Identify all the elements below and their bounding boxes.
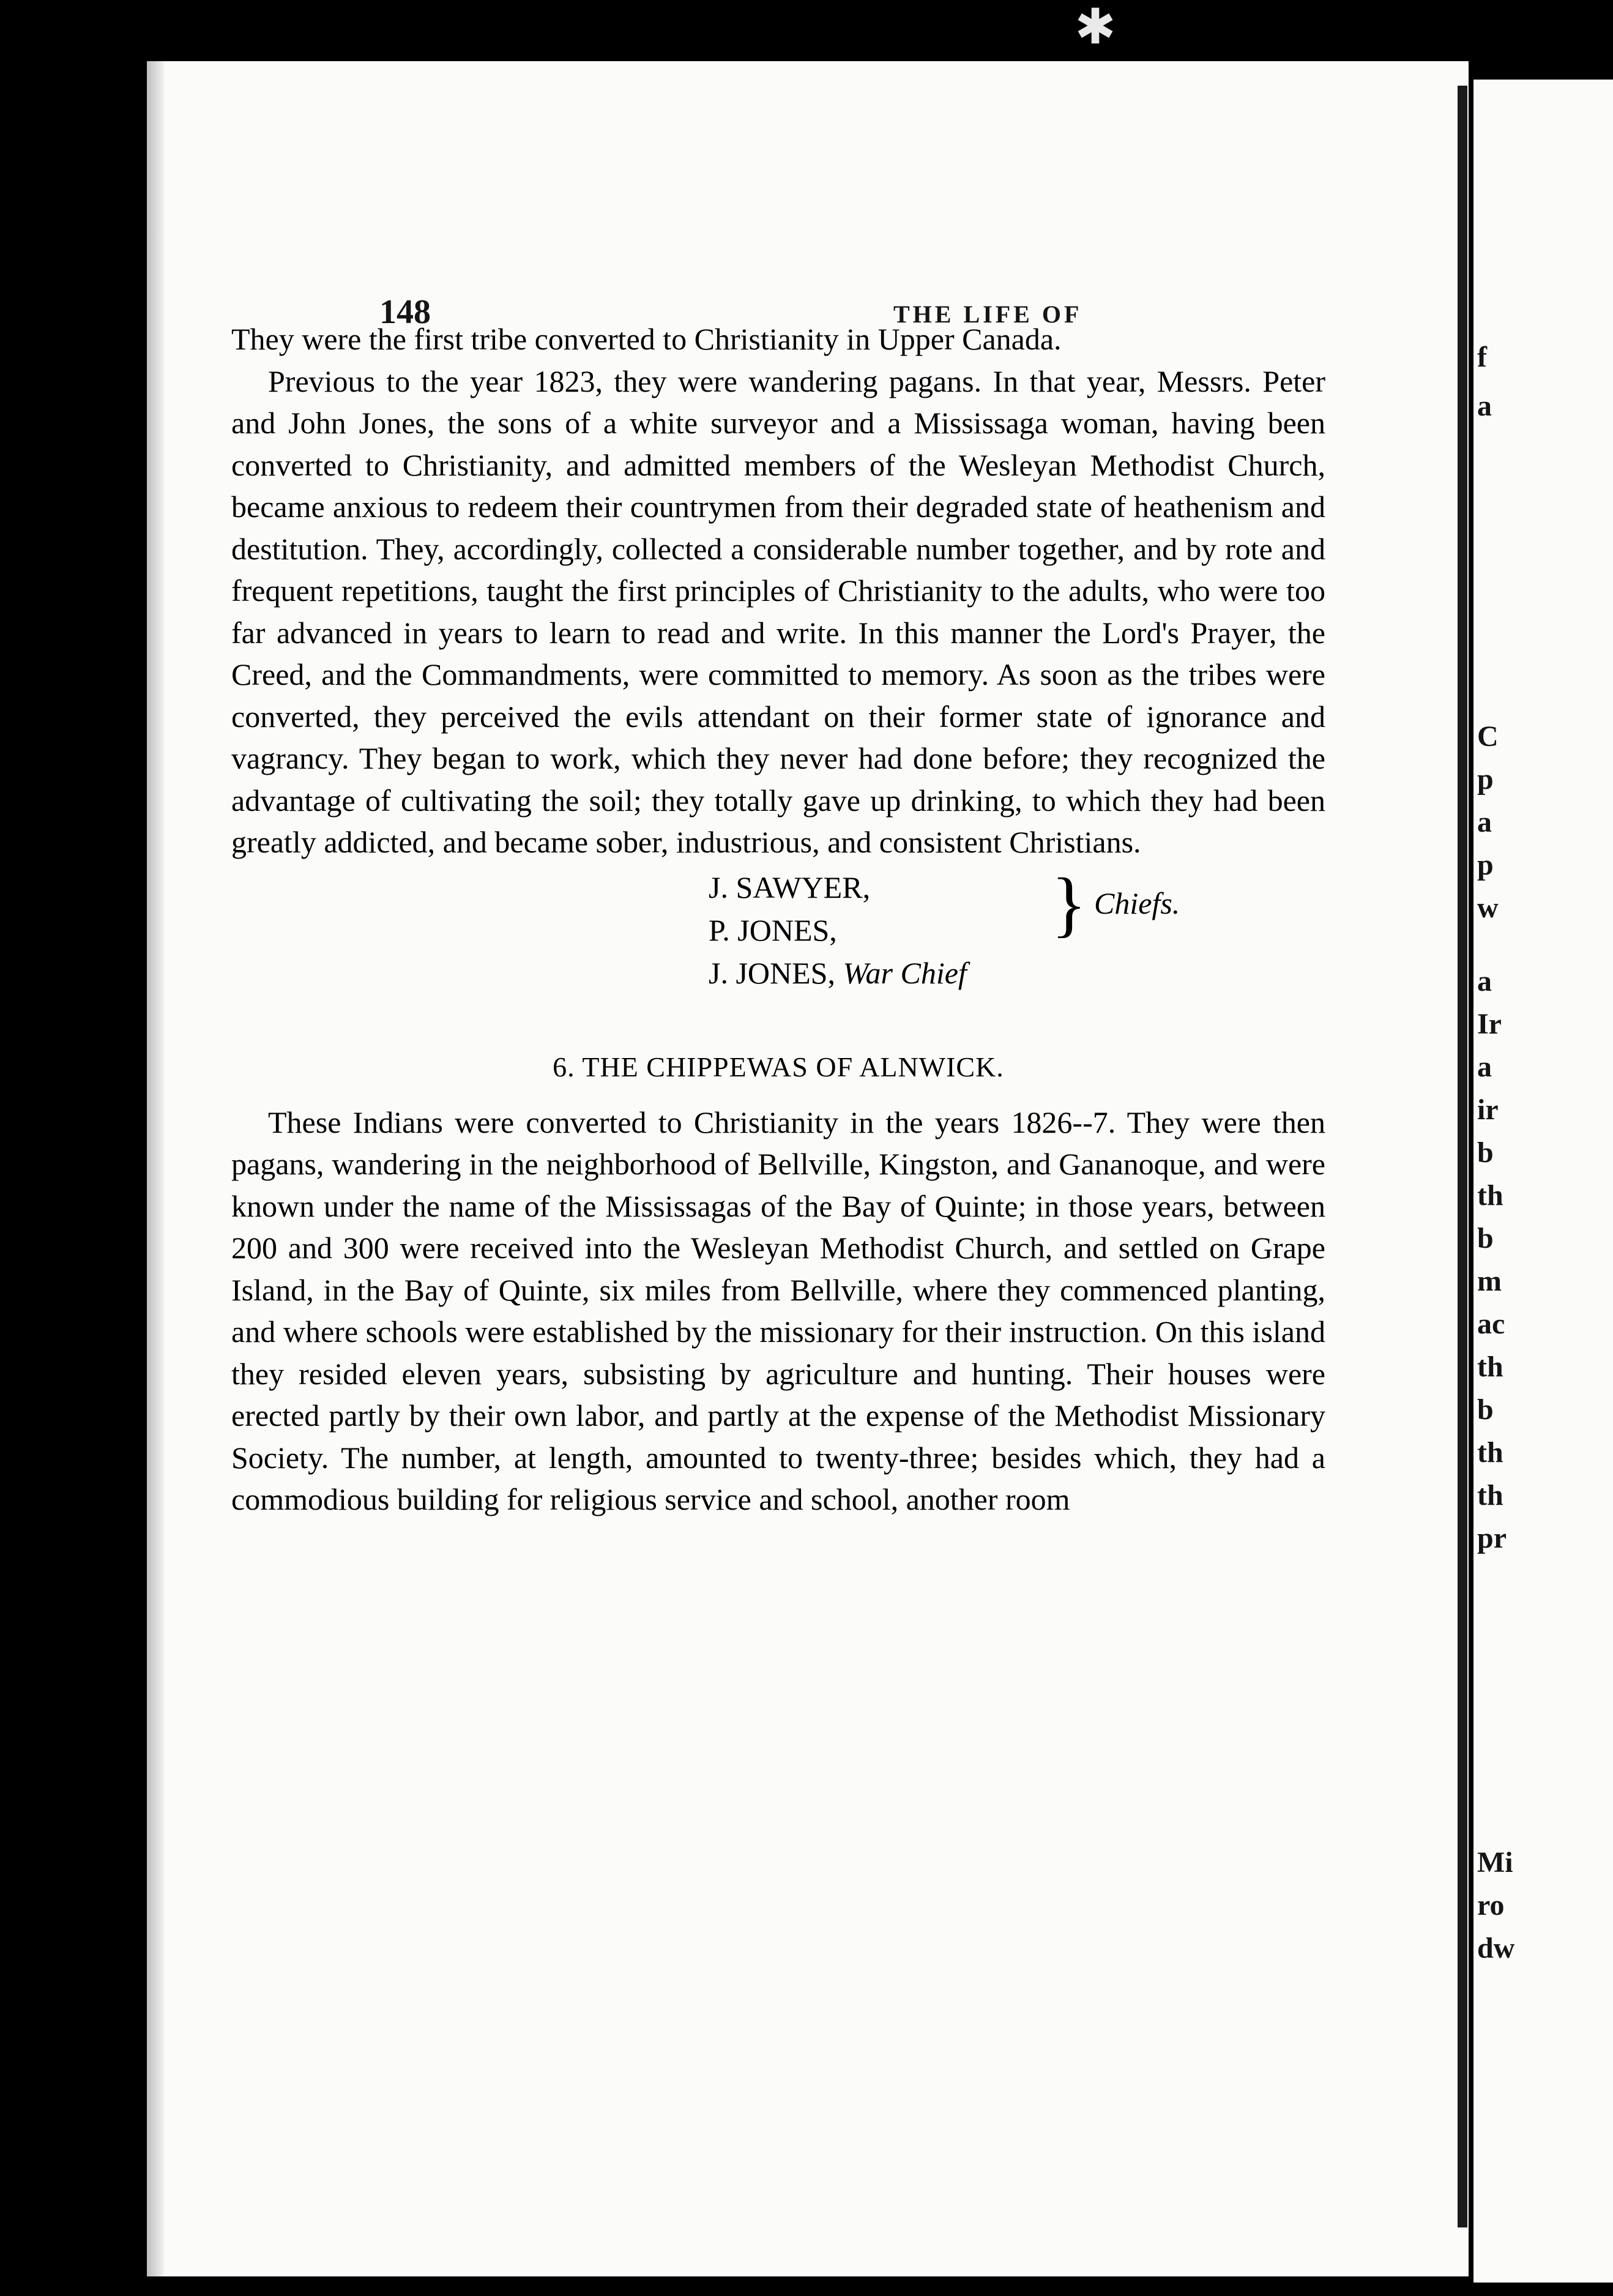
page-number: 148 xyxy=(379,293,431,331)
next-page-fragment: a xyxy=(1477,965,1492,997)
next-page-edge xyxy=(1473,80,1613,2283)
paragraph-history: Previous to the year 1823, they were wandering pagans. In that year, Messrs. Peter and John Jones, the sons of a white surveyor and a Mississaga woman, having been converted to Christianity, and admitted members of the Wesleyan Methodist Church, became anxious to redeem their countrymen from their degraded state of heathenism and destitution. They, accordingly, collected a considerable number together, and by rote and frequent repetitions, taught the first principles of Christianity to the adults, who were too far advanced in years to learn to read and write. In this manner the Lord's Prayer, the Creed, and the Commandments, were committed to memory. As soon as the tribes were converted, they perceived the evils attendant on their former state of ignorance and vagrancy. They began to work, which they never had done before; they recognized the advantage of cultivating the soil; they totally gave up drinking, to which they had been greatly addicted, and became sober, industrious, and consistent Christians. xyxy=(231,363,1325,859)
next-page-fragment: ac xyxy=(1477,1308,1505,1340)
next-page-fragment: w xyxy=(1477,892,1499,924)
signature-names xyxy=(709,866,967,994)
next-page-fragment: C xyxy=(1477,720,1499,753)
paper-scrap: ✱ xyxy=(1075,1,1116,54)
next-page-fragment: p xyxy=(1477,763,1494,796)
war-chief-role: War Chief xyxy=(843,955,967,990)
signature-p-jones: P. JONES, xyxy=(709,912,837,947)
signature-sawyer: J. SAWYER, xyxy=(709,870,871,904)
next-page-fragment: Mi xyxy=(1477,1846,1513,1879)
book-gutter xyxy=(1458,86,1467,2227)
signature-block xyxy=(231,863,1325,1016)
next-page-fragment: b xyxy=(1477,1393,1494,1426)
next-page-fragment: b xyxy=(1477,1222,1494,1254)
next-page-fragment: th xyxy=(1477,1351,1503,1383)
next-page-fragment: a xyxy=(1477,806,1492,838)
brace-glyph: } xyxy=(1051,862,1087,944)
paragraph-alnwick: These Indians were converted to Christianity in the years 1826--7. They were then pagans, wandering in the neighborhood of Bellville, Kingston, and Gananoque, and were known under the name of the Mississagas of the Bay of Quinte; in those years, between 200 and 300 were received into the Wesleyan Methodist Church, and settled on Grape Island, in the Bay of Quinte, six miles from Bellville, where they commenced planting, and where schools were established by the missionary for their instruction. On this island they resided eleven years, subsisting by agriculture and hunting. Their houses were erected partly by their own labor, and partly at the expense of the Methodist Missionary Society. The number, at length, amounted to twenty-three; besides which, they had a commodious building for religious service and school, another room xyxy=(231,1105,1325,1516)
next-page-fragment: b xyxy=(1477,1136,1494,1169)
next-page-fragment: p xyxy=(1477,849,1494,881)
next-page-fragment: Ir xyxy=(1477,1008,1502,1040)
next-page-fragment: ir xyxy=(1477,1094,1499,1126)
running-head: THE LIFE OF xyxy=(893,300,1082,328)
next-page-fragment: th xyxy=(1477,1479,1503,1511)
next-page-fragment: pr xyxy=(1477,1522,1507,1554)
chiefs-role: Chiefs. xyxy=(1094,885,1180,920)
page-body xyxy=(231,318,1325,1521)
next-page-fragment: m xyxy=(1477,1265,1502,1297)
signature-j-jones: J. JONES, xyxy=(709,955,835,990)
next-page-fragment: th xyxy=(1477,1436,1503,1469)
section-heading: 6. THE CHIPPEWAS OF ALNWICK. xyxy=(553,1051,1004,1083)
next-page-fragment: a xyxy=(1477,390,1492,422)
next-page-fragment: dw xyxy=(1477,1932,1515,1964)
next-page-fragment: a xyxy=(1477,1051,1492,1083)
signature-j-jones-line xyxy=(709,952,967,994)
next-page-fragment: ro xyxy=(1477,1889,1505,1921)
next-page-fragment: th xyxy=(1477,1179,1503,1212)
paragraph-first-tribe: They were the first tribe converted to Christianity in Upper Canada. xyxy=(231,322,1062,356)
next-page-fragment: f xyxy=(1477,341,1487,373)
